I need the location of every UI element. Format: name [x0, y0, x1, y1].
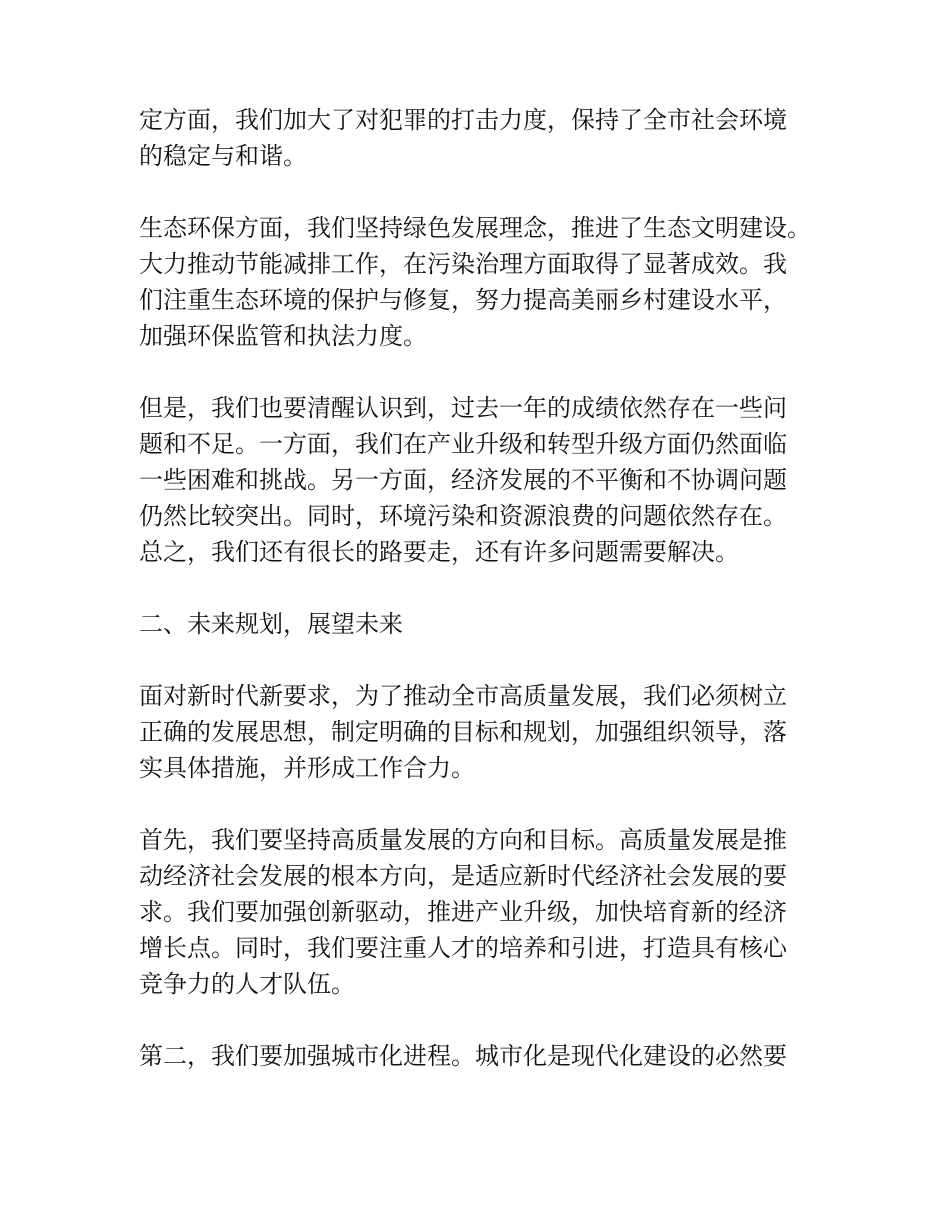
text-line: 竞争力的人才队伍。	[139, 970, 355, 998]
text-line: 大力推动节能减排工作，在污染治理方面取得了显著成效。我	[139, 250, 787, 278]
paragraph-public-security	[139, 102, 829, 174]
text-line: 生态环保方面，我们坚持绿色发展理念，推进了生态文明建设。	[139, 214, 811, 242]
text-line: 总之，我们还有很长的路要走，还有许多问题需要解决。	[139, 538, 739, 566]
text-line: 实具体措施，并形成工作合力。	[139, 754, 475, 782]
paragraph-ecology	[139, 210, 829, 354]
text-line: 第二，我们要加强城市化进程。城市化是现代化建设的必然要	[139, 1042, 787, 1070]
text-line: 加强环保监管和执法力度。	[139, 322, 427, 350]
heading-line: 二、未来规划，展望未来	[139, 610, 403, 638]
text-line: 但是，我们也要清醒认识到，过去一年的成绩依然存在一些问	[139, 394, 787, 422]
paragraph-first	[139, 822, 829, 1002]
text-line: 定方面，我们加大了对犯罪的打击力度，保持了全市社会环境	[139, 106, 787, 134]
text-line: 首先，我们要坚持高质量发展的方向和目标。高质量发展是推	[139, 826, 787, 854]
paragraph-new-era	[139, 678, 829, 786]
paragraph-second	[139, 1038, 829, 1074]
text-line: 题和不足。一方面，我们在产业升级和转型升级方面仍然面临	[139, 430, 787, 458]
section-heading	[139, 606, 829, 642]
text-line: 求。我们要加强创新驱动，推进产业升级，加快培育新的经济	[139, 898, 787, 926]
text-line: 们注重生态环境的保护与修复，努力提高美丽乡村建设水平，	[139, 286, 787, 314]
text-line: 一些困难和挑战。另一方面，经济发展的不平衡和不协调问题	[139, 466, 787, 494]
paragraph-problems	[139, 390, 829, 570]
text-line: 动经济社会发展的根本方向，是适应新时代经济社会发展的要	[139, 862, 787, 890]
document-page	[139, 102, 829, 1110]
text-line: 仍然比较突出。同时，环境污染和资源浪费的问题依然存在。	[139, 502, 787, 530]
text-line: 的稳定与和谐。	[139, 142, 307, 170]
text-line: 面对新时代新要求，为了推动全市高质量发展，我们必须树立	[139, 682, 787, 710]
text-line: 正确的发展思想，制定明确的目标和规划，加强组织领导，落	[139, 718, 787, 746]
text-line: 增长点。同时，我们要注重人才的培养和引进，打造具有核心	[139, 934, 787, 962]
